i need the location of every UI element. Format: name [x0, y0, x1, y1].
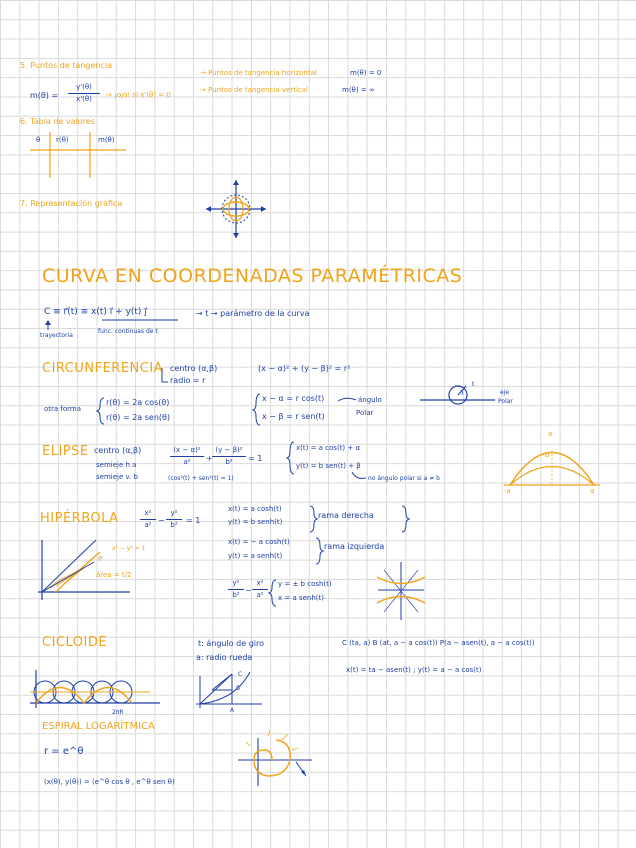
cicloide-a: a: radio rueda: [196, 653, 253, 662]
elipse-y: y(t) = b sen(t) + β: [296, 462, 361, 470]
hiper-d1-eq: x(t) = a cosh(t): [228, 505, 282, 513]
hiper-g2: x = a senh(t): [278, 594, 325, 602]
elipse-nota: no ángulo polar si a ≠ b: [368, 475, 440, 482]
hiper-gminus: −: [245, 586, 252, 595]
sec6-title: 6. Tabla de valores: [20, 117, 95, 126]
elipse-x: x(t) = a cos(t) + α: [296, 444, 361, 452]
elipse-lbl-pa: a: [590, 487, 595, 495]
sec6-col1: θ: [36, 136, 41, 144]
circ-eq: (x − α)² + (y − β)² = r²: [258, 364, 351, 373]
cicloide-a-pt: A: [230, 707, 235, 714]
espiral-title: ESPIRAL LOGARÍTMICA: [42, 721, 155, 732]
elipse-rhs: = 1: [248, 454, 263, 463]
hiper-curve-lbl: x² − y² = 1: [112, 545, 146, 552]
circ-title: CIRCUNFERENCIA: [42, 361, 164, 376]
hiper-d2-eq: y(t) = b senh(t): [228, 518, 283, 526]
espiral-r: r = e^θ: [44, 746, 84, 757]
elipse-ident: (cos²(t) + sen²(t) = 1): [168, 475, 234, 482]
circ-centro: centro (α,β): [170, 364, 218, 373]
elipse-lbl-a: a: [548, 430, 553, 438]
cicloide-b: B: [236, 685, 241, 692]
hiper-gd2: a²: [256, 591, 264, 599]
elipse-semi-a: semieje h a: [96, 461, 137, 469]
hiper-i1-eq: x(t) = − a cosh(t): [228, 538, 290, 546]
sec5-m-lhs: m(θ) =: [30, 91, 59, 100]
sec5-ojo: → ¡ojo! si x'(θ) = 0: [106, 91, 171, 99]
circ-otra: otra forma: [44, 405, 82, 413]
elipse-lbl-ma: -a: [504, 487, 511, 495]
sec6-col2: r(θ): [56, 136, 69, 144]
elipse-den2: b²: [225, 458, 233, 466]
elipse-title: ELIPSE: [42, 444, 89, 459]
elipse-num2: (y − β)²: [215, 446, 243, 454]
hiper-rama-d: rama derecha: [318, 511, 374, 520]
hiper-title: HIPÉRBOLA: [40, 511, 119, 526]
sec5-m-den: x'(θ): [76, 95, 92, 103]
page-heading: CURVA EN COORDENADAS PARAMÉTRICAS: [42, 265, 463, 287]
hiper-n2: y²: [170, 509, 178, 517]
circ-eje-polar: Polar: [498, 398, 513, 405]
sec5-horiz-eq: m(θ) = 0: [350, 69, 382, 77]
circ-p2: x − β = r sen(t): [262, 412, 325, 421]
hiper-gn2: x²: [256, 579, 264, 587]
circ-eje: eje: [500, 389, 510, 396]
hiper-i2-eq: y(t) = a senh(t): [228, 552, 283, 560]
circ-polar: Polar: [356, 409, 374, 417]
cicloide-eq: x(t) = ta − asen(t) ; y(t) = a − a cos(t): [346, 666, 482, 674]
param-func: func. continuas de t: [98, 328, 158, 335]
elipse-num1: (x − α)²: [173, 446, 201, 454]
circ-p1: x − α = r cos(t): [262, 394, 325, 403]
hiper-rama-i: rama izquierda: [324, 542, 385, 551]
param-eq: C ≡ r⃗(t) ≡ x(t) i⃗ + y(t) j⃗: [44, 307, 147, 317]
cicloide-title: CICLOIDE: [42, 635, 108, 650]
elipse-semi-v: semieje v. b: [96, 473, 138, 481]
hiper-gd1: b²: [232, 591, 240, 599]
elipse-lbl-b: b: [545, 451, 550, 459]
hiper-area: área = t/2: [96, 571, 132, 579]
hiper-minus: −: [158, 516, 165, 525]
sec7-title: 7. Representación gráfica: [20, 199, 123, 208]
cicloide-pts: C (ta, a) B (at, a − a cos(t)) P(a − asen(t), a − a cos(t)): [342, 639, 535, 647]
sec5-horiz: → Puntos de tangencia horizontal: [200, 69, 317, 77]
hiper-p: P: [98, 555, 103, 563]
hiper-n1: x²: [144, 509, 152, 517]
cicloide-t: t: ángulo de giro: [198, 639, 265, 648]
cicloide-c: C: [238, 671, 243, 678]
elipse-centro: centro (α,β): [94, 446, 142, 455]
hiper-d2: b²: [170, 521, 178, 529]
sec5-m-num: y'(θ): [76, 83, 92, 91]
circ-radio: radio = r: [170, 376, 206, 385]
param-tray: trayectoria: [40, 332, 73, 339]
sec5-vert: → Puntos de tangencia vertical: [200, 86, 309, 94]
sec5-vert-eq: m(θ) = ∞: [342, 86, 375, 94]
cicloide-2pir: 2πR: [112, 709, 124, 716]
hiper-d1: a²: [144, 521, 152, 529]
circ-angulo: ángulo: [358, 396, 382, 404]
circ-f1: r(θ) = 2a cos(θ): [106, 398, 170, 407]
hiper-gn1: y²: [232, 579, 240, 587]
espiral-eq: (x(θ), y(θ)) = (e^θ cos θ , e^θ sen θ): [44, 778, 175, 786]
circ-t: t: [472, 381, 475, 388]
circ-f2: r(θ) = 2a sen(θ): [106, 413, 171, 422]
param-arrow: → t → parámetro de la curva: [196, 309, 310, 318]
elipse-plus: +: [206, 454, 213, 463]
sec5-title: 5. Puntos de tangencia: [20, 61, 112, 70]
hiper-g1: y = ± b cosh(t): [278, 580, 332, 588]
elipse-den1: a²: [183, 458, 191, 466]
sec6-col3: m(θ): [98, 136, 115, 144]
hiper-rhs: = 1: [186, 516, 201, 525]
